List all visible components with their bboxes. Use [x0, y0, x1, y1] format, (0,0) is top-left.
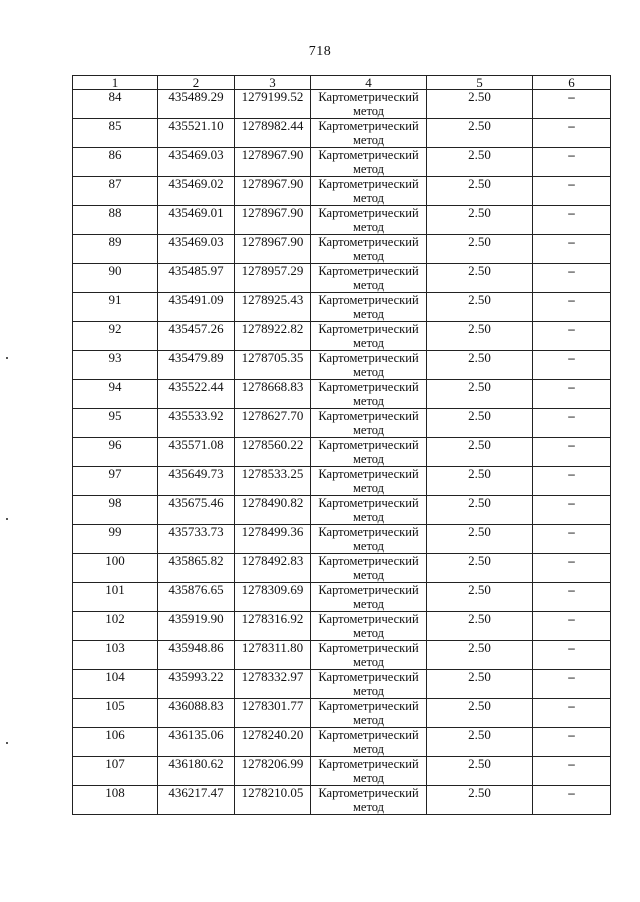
method-line-1: Картометрический	[318, 757, 419, 771]
accuracy-value: 2.50	[427, 119, 533, 148]
y-coordinate: 1278560.22	[235, 438, 311, 467]
y-coordinate: 1278301.77	[235, 699, 311, 728]
point-number: 103	[73, 641, 158, 670]
method-line-1: Картометрический	[318, 670, 419, 684]
note-cell	[533, 583, 611, 612]
method-line-2: метод	[352, 336, 384, 350]
x-coordinate: 435522.44	[158, 380, 235, 409]
x-coordinate: 435521.10	[158, 119, 235, 148]
note-cell	[533, 177, 611, 206]
accuracy-value: 2.50	[427, 641, 533, 670]
dash-mark: –	[568, 669, 575, 684]
accuracy-value: 2.50	[427, 525, 533, 554]
note-cell	[533, 496, 611, 525]
method-line-2: метод	[352, 191, 384, 205]
scan-speck	[6, 742, 8, 744]
table-row	[73, 757, 611, 786]
dash-mark: –	[568, 553, 575, 568]
y-coordinate: 1278668.83	[235, 380, 311, 409]
note-cell	[533, 786, 611, 815]
note-cell	[533, 728, 611, 757]
accuracy-value: 2.50	[427, 322, 533, 351]
method-line-2: метод	[352, 365, 384, 379]
dash-mark: –	[568, 582, 575, 597]
dash-mark: –	[568, 350, 575, 365]
accuracy-value: 2.50	[427, 699, 533, 728]
method-cell	[311, 699, 427, 728]
method-line-2: метод	[352, 742, 384, 756]
dash-mark: –	[568, 495, 575, 510]
table-row	[73, 728, 611, 757]
point-number: 87	[73, 177, 158, 206]
table-row	[73, 525, 611, 554]
method-cell	[311, 351, 427, 380]
table-row	[73, 641, 611, 670]
header-col-3: 3	[235, 76, 311, 90]
dash-mark: –	[568, 785, 575, 800]
dash-mark: –	[568, 379, 575, 394]
y-coordinate: 1278967.90	[235, 235, 311, 264]
method-line-2: метод	[352, 568, 384, 582]
method-cell	[311, 757, 427, 786]
note-cell	[533, 467, 611, 496]
accuracy-value: 2.50	[427, 206, 533, 235]
dash-mark: –	[568, 524, 575, 539]
method-line-2: метод	[352, 481, 384, 495]
x-coordinate: 435469.03	[158, 235, 235, 264]
method-line-1: Картометрический	[318, 699, 419, 713]
header-col-6: 6	[533, 76, 611, 90]
x-coordinate: 435469.02	[158, 177, 235, 206]
y-coordinate: 1278533.25	[235, 467, 311, 496]
scan-speck	[6, 518, 8, 520]
method-cell	[311, 467, 427, 496]
method-cell	[311, 496, 427, 525]
accuracy-value: 2.50	[427, 293, 533, 322]
method-line-1: Картометрический	[318, 264, 419, 278]
point-number: 86	[73, 148, 158, 177]
method-line-1: Картометрический	[318, 235, 419, 249]
table-row	[73, 90, 611, 119]
method-line-2: метод	[352, 162, 384, 176]
method-cell	[311, 612, 427, 641]
method-line-2: метод	[352, 394, 384, 408]
point-number: 98	[73, 496, 158, 525]
point-number: 97	[73, 467, 158, 496]
point-number: 84	[73, 90, 158, 119]
accuracy-value: 2.50	[427, 728, 533, 757]
accuracy-value: 2.50	[427, 438, 533, 467]
header-col-2: 2	[158, 76, 235, 90]
x-coordinate: 436088.83	[158, 699, 235, 728]
method-line-1: Картометрический	[318, 119, 419, 133]
point-number: 89	[73, 235, 158, 264]
method-line-1: Картометрический	[318, 641, 419, 655]
note-cell	[533, 264, 611, 293]
method-line-1: Картометрический	[318, 293, 419, 307]
x-coordinate: 435533.92	[158, 409, 235, 438]
dash-mark: –	[568, 176, 575, 191]
dash-mark: –	[568, 640, 575, 655]
method-line-1: Картометрический	[318, 148, 419, 162]
y-coordinate: 1278967.90	[235, 177, 311, 206]
note-cell	[533, 206, 611, 235]
dash-mark: –	[568, 321, 575, 336]
accuracy-value: 2.50	[427, 612, 533, 641]
method-line-2: метод	[352, 713, 384, 727]
note-cell	[533, 554, 611, 583]
point-number: 107	[73, 757, 158, 786]
method-cell	[311, 409, 427, 438]
dash-mark: –	[568, 205, 575, 220]
method-line-2: метод	[352, 597, 384, 611]
x-coordinate: 435457.26	[158, 322, 235, 351]
method-line-2: метод	[352, 626, 384, 640]
note-cell	[533, 90, 611, 119]
x-coordinate: 435571.08	[158, 438, 235, 467]
table-row	[73, 322, 611, 351]
x-coordinate: 436135.06	[158, 728, 235, 757]
method-line-1: Картометрический	[318, 177, 419, 191]
dash-mark: –	[568, 756, 575, 771]
method-line-1: Картометрический	[318, 206, 419, 220]
dash-mark: –	[568, 408, 575, 423]
x-coordinate: 435993.22	[158, 670, 235, 699]
method-cell	[311, 206, 427, 235]
method-line-2: метод	[352, 771, 384, 785]
table-row	[73, 119, 611, 148]
accuracy-value: 2.50	[427, 786, 533, 815]
header-col-4: 4	[311, 76, 427, 90]
page-number: 718	[308, 44, 332, 59]
note-cell	[533, 119, 611, 148]
accuracy-value: 2.50	[427, 409, 533, 438]
method-line-2: метод	[352, 278, 384, 292]
table-row	[73, 583, 611, 612]
point-number: 85	[73, 119, 158, 148]
table-row	[73, 699, 611, 728]
point-number: 105	[73, 699, 158, 728]
note-cell	[533, 380, 611, 409]
table-row	[73, 177, 611, 206]
scan-speck	[6, 357, 8, 359]
x-coordinate: 435649.73	[158, 467, 235, 496]
y-coordinate: 1278332.97	[235, 670, 311, 699]
note-cell	[533, 148, 611, 177]
note-cell	[533, 351, 611, 380]
method-cell	[311, 148, 427, 177]
accuracy-value: 2.50	[427, 757, 533, 786]
table-row	[73, 380, 611, 409]
method-line-1: Картометрический	[318, 322, 419, 336]
table-row	[73, 612, 611, 641]
table-row	[73, 409, 611, 438]
accuracy-value: 2.50	[427, 380, 533, 409]
method-line-1: Картометрический	[318, 583, 419, 597]
x-coordinate: 435469.01	[158, 206, 235, 235]
method-cell	[311, 177, 427, 206]
method-cell	[311, 119, 427, 148]
y-coordinate: 1278206.99	[235, 757, 311, 786]
y-coordinate: 1278309.69	[235, 583, 311, 612]
y-coordinate: 1278922.82	[235, 322, 311, 351]
method-cell	[311, 90, 427, 119]
point-number: 100	[73, 554, 158, 583]
method-line-1: Картометрический	[318, 438, 419, 452]
y-coordinate: 1278499.36	[235, 525, 311, 554]
point-number: 88	[73, 206, 158, 235]
dash-mark: –	[568, 89, 575, 104]
point-number: 96	[73, 438, 158, 467]
dash-mark: –	[568, 263, 575, 278]
method-line-1: Картометрический	[318, 90, 419, 104]
method-cell	[311, 235, 427, 264]
dash-mark: –	[568, 727, 575, 742]
table-row	[73, 496, 611, 525]
table-row	[73, 670, 611, 699]
note-cell	[533, 235, 611, 264]
note-cell	[533, 757, 611, 786]
table-row	[73, 148, 611, 177]
method-line-2: метод	[352, 220, 384, 234]
note-cell	[533, 322, 611, 351]
table-row	[73, 293, 611, 322]
accuracy-value: 2.50	[427, 177, 533, 206]
accuracy-value: 2.50	[427, 467, 533, 496]
dash-mark: –	[568, 437, 575, 452]
header-col-5: 5	[427, 76, 533, 90]
note-cell	[533, 525, 611, 554]
method-line-2: метод	[352, 104, 384, 118]
accuracy-value: 2.50	[427, 148, 533, 177]
method-cell	[311, 380, 427, 409]
y-coordinate: 1278925.43	[235, 293, 311, 322]
method-cell	[311, 293, 427, 322]
table-row	[73, 554, 611, 583]
y-coordinate: 1278967.90	[235, 206, 311, 235]
point-number: 95	[73, 409, 158, 438]
method-line-2: метод	[352, 307, 384, 321]
x-coordinate: 435489.29	[158, 90, 235, 119]
method-line-1: Картометрический	[318, 351, 419, 365]
method-line-1: Картометрический	[318, 409, 419, 423]
method-line-2: метод	[352, 800, 384, 814]
method-cell	[311, 264, 427, 293]
method-cell	[311, 786, 427, 815]
point-number: 99	[73, 525, 158, 554]
dash-mark: –	[568, 698, 575, 713]
y-coordinate: 1278311.80	[235, 641, 311, 670]
point-number: 91	[73, 293, 158, 322]
point-number: 93	[73, 351, 158, 380]
method-line-2: метод	[352, 539, 384, 553]
point-number: 106	[73, 728, 158, 757]
dash-mark: –	[568, 234, 575, 249]
point-number: 104	[73, 670, 158, 699]
note-cell	[533, 293, 611, 322]
point-number: 90	[73, 264, 158, 293]
x-coordinate: 435865.82	[158, 554, 235, 583]
accuracy-value: 2.50	[427, 670, 533, 699]
dash-mark: –	[568, 611, 575, 626]
y-coordinate: 1278957.29	[235, 264, 311, 293]
point-number: 108	[73, 786, 158, 815]
method-line-1: Картометрический	[318, 612, 419, 626]
method-line-1: Картометрический	[318, 728, 419, 742]
y-coordinate: 1278492.83	[235, 554, 311, 583]
x-coordinate: 435948.86	[158, 641, 235, 670]
method-cell	[311, 322, 427, 351]
accuracy-value: 2.50	[427, 235, 533, 264]
header-col-1: 1	[73, 76, 158, 90]
x-coordinate: 435675.46	[158, 496, 235, 525]
method-line-1: Картометрический	[318, 554, 419, 568]
method-cell	[311, 554, 427, 583]
point-number: 101	[73, 583, 158, 612]
method-line-1: Картометрический	[318, 496, 419, 510]
table-row	[73, 786, 611, 815]
x-coordinate: 435479.89	[158, 351, 235, 380]
method-cell	[311, 525, 427, 554]
accuracy-value: 2.50	[427, 90, 533, 119]
x-coordinate: 435919.90	[158, 612, 235, 641]
y-coordinate: 1278967.90	[235, 148, 311, 177]
y-coordinate: 1278240.20	[235, 728, 311, 757]
table-header-row	[73, 76, 611, 90]
point-number: 102	[73, 612, 158, 641]
x-coordinate: 436217.47	[158, 786, 235, 815]
dash-mark: –	[568, 292, 575, 307]
method-line-2: метод	[352, 510, 384, 524]
y-coordinate: 1279199.52	[235, 90, 311, 119]
table-body	[73, 90, 611, 815]
coordinates-table	[72, 75, 611, 815]
table-row	[73, 467, 611, 496]
y-coordinate: 1278627.70	[235, 409, 311, 438]
note-cell	[533, 670, 611, 699]
method-cell	[311, 438, 427, 467]
method-line-1: Картометрический	[318, 786, 419, 800]
y-coordinate: 1278705.35	[235, 351, 311, 380]
accuracy-value: 2.50	[427, 583, 533, 612]
y-coordinate: 1278210.05	[235, 786, 311, 815]
accuracy-value: 2.50	[427, 496, 533, 525]
dash-mark: –	[568, 147, 575, 162]
accuracy-value: 2.50	[427, 264, 533, 293]
note-cell	[533, 612, 611, 641]
x-coordinate: 435491.09	[158, 293, 235, 322]
point-number: 94	[73, 380, 158, 409]
method-line-2: метод	[352, 684, 384, 698]
method-line-2: метод	[352, 452, 384, 466]
x-coordinate: 435733.73	[158, 525, 235, 554]
dash-mark: –	[568, 118, 575, 133]
method-line-2: метод	[352, 655, 384, 669]
point-number: 92	[73, 322, 158, 351]
note-cell	[533, 409, 611, 438]
x-coordinate: 435876.65	[158, 583, 235, 612]
table-row	[73, 206, 611, 235]
table-row	[73, 264, 611, 293]
note-cell	[533, 699, 611, 728]
note-cell	[533, 641, 611, 670]
method-cell	[311, 728, 427, 757]
method-cell	[311, 641, 427, 670]
y-coordinate: 1278490.82	[235, 496, 311, 525]
method-line-2: метод	[352, 423, 384, 437]
method-line-2: метод	[352, 133, 384, 147]
method-line-2: метод	[352, 249, 384, 263]
x-coordinate: 435469.03	[158, 148, 235, 177]
table-row	[73, 235, 611, 264]
x-coordinate: 435485.97	[158, 264, 235, 293]
method-cell	[311, 670, 427, 699]
table-row	[73, 438, 611, 467]
method-line-1: Картометрический	[318, 380, 419, 394]
dash-mark: –	[568, 466, 575, 481]
method-line-1: Картометрический	[318, 467, 419, 481]
accuracy-value: 2.50	[427, 554, 533, 583]
x-coordinate: 436180.62	[158, 757, 235, 786]
y-coordinate: 1278982.44	[235, 119, 311, 148]
method-cell	[311, 583, 427, 612]
note-cell	[533, 438, 611, 467]
table-row	[73, 351, 611, 380]
method-line-1: Картометрический	[318, 525, 419, 539]
y-coordinate: 1278316.92	[235, 612, 311, 641]
accuracy-value: 2.50	[427, 351, 533, 380]
